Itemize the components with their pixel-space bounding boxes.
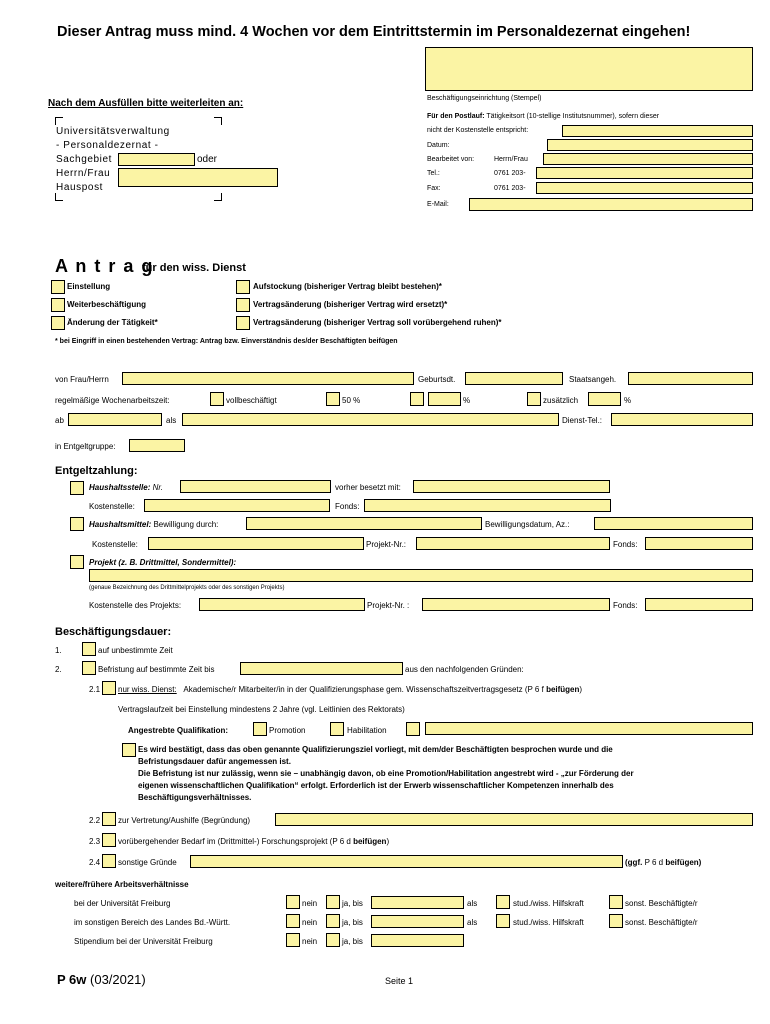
- zusaetzlich-prozent-label: %: [624, 396, 632, 405]
- unbestimmt-checkbox[interactable]: [82, 642, 96, 656]
- ggf-label: (ggf.: [625, 858, 643, 867]
- nein-checkbox[interactable]: [286, 933, 300, 947]
- sonst-beschaeftigte-label: sonst. Beschäftigte/r: [625, 899, 698, 908]
- stamp-field[interactable]: [425, 47, 753, 91]
- wiss-dienst-label: nur wiss. Dienst:: [118, 685, 177, 694]
- taetigkeitsort-field[interactable]: [562, 125, 753, 137]
- oder-label: oder: [197, 154, 218, 165]
- habilitation-label: Habilitation: [347, 726, 387, 735]
- entgeltgruppe-label: in Entgeltgruppe:: [55, 442, 116, 451]
- kostenstelle-projekt-field[interactable]: [199, 598, 365, 611]
- ggf-beifuegen: beifügen): [665, 858, 702, 867]
- bewilligungsdatum-label: Bewilligungsdatum, Az.:: [485, 520, 570, 529]
- datum-field[interactable]: [547, 139, 753, 151]
- zusaetzlich-checkbox[interactable]: [527, 392, 541, 406]
- bestaetigung-text: Es wird bestätigt, dass das oben genannte Qualifizierungsziel vorliegt, mit dem/der Beschäftigten besprochen wurde und die: [138, 745, 613, 754]
- address-line: Hauspost: [56, 182, 104, 193]
- haushaltsstelle-field[interactable]: [180, 480, 331, 493]
- sonst-beschaeftigte-label: sonst. Beschäftigte/r: [625, 918, 698, 927]
- bearbeitet-value: Herrn/Frau: [494, 156, 528, 163]
- form-id: P 6w: [57, 972, 87, 987]
- forward-heading: Nach dem Ausfüllen bitte weiterleiten an:: [48, 98, 244, 109]
- vertragsaenderung1-label: Vertragsänderung (bisheriger Vertrag wird ersetzt)*: [253, 300, 448, 309]
- item-number: 2.2: [89, 816, 101, 825]
- email-label: E-Mail:: [427, 201, 449, 208]
- projekt-nr-label: Projekt-Nr. :: [367, 601, 410, 610]
- forschungsprojekt-checkbox[interactable]: [102, 833, 116, 847]
- antrag-title: A n t r a g: [55, 256, 154, 276]
- dienst-tel-field[interactable]: [611, 413, 753, 426]
- close-paren: ): [579, 685, 583, 694]
- haushaltsstelle-label: Haushaltsstelle:: [89, 483, 151, 492]
- projekt-nr-label: Projekt-Nr.:: [366, 540, 407, 549]
- fuenfzig-prozent-checkbox[interactable]: [326, 392, 340, 406]
- weiterbeschaeftigung-label: Weiterbeschäftigung: [67, 300, 146, 309]
- geburtsdatum-label: Geburtsdt.: [418, 375, 456, 384]
- vertragsaenderung2-label: Vertragsänderung (bisheriger Vertrag soll vorübergehend ruhen)*: [253, 318, 502, 327]
- als-label: als: [467, 899, 478, 908]
- address-line: Sachgebiet: [56, 154, 113, 165]
- bewilligung-field[interactable]: [246, 517, 482, 530]
- sachgebiet-field[interactable]: [118, 153, 195, 166]
- stamp-caption: Beschäftigungseinrichtung (Stempel): [427, 95, 542, 102]
- tel-field[interactable]: [536, 167, 753, 179]
- projekt-checkbox[interactable]: [70, 555, 84, 569]
- antrag-subtitle: für den wiss. Dienst: [142, 262, 246, 274]
- sonstige-qualifikation-checkbox[interactable]: [406, 722, 420, 736]
- ja-bis-field[interactable]: [371, 896, 464, 909]
- angestrebt-label: Angestrebte Qualifikation:: [128, 726, 229, 735]
- kostenstelle-field[interactable]: [144, 499, 330, 512]
- weitere-row-label: im sonstigen Bereich des Landes Bd.-Württ.: [74, 918, 231, 927]
- prozent-field[interactable]: [428, 392, 461, 406]
- beifuegen-label: beifügen: [353, 837, 387, 846]
- kostenstelle-label: Kostenstelle:: [92, 540, 138, 549]
- aufstockung-checkbox[interactable]: [236, 280, 250, 294]
- vorher-besetzt-field[interactable]: [413, 480, 610, 493]
- einstellung-label: Einstellung: [67, 282, 111, 291]
- projekt-nr-field[interactable]: [416, 537, 610, 550]
- bestaetigung-text: Die Befristung ist nur zulässig, wenn sie – unabhängig davon, ob eine Promotion/Habilitation angestrebt wird - „zur Förderung der: [138, 769, 634, 778]
- item-number: 2.3: [89, 837, 101, 846]
- nein-label: nein: [302, 937, 318, 946]
- herrn-frau-field[interactable]: [118, 168, 278, 187]
- wiss-paragraph: P 6 f: [527, 685, 544, 694]
- fonds-field[interactable]: [645, 537, 753, 550]
- projekt-nr-field[interactable]: [422, 598, 610, 611]
- address-line: - Personaldezernat -: [56, 140, 159, 151]
- item-number: 2.1: [89, 685, 101, 694]
- item-number: 2.: [55, 665, 62, 674]
- entgeltgruppe-field[interactable]: [129, 439, 185, 452]
- hilfskraft-checkbox[interactable]: [496, 895, 510, 909]
- ja-checkbox[interactable]: [326, 914, 340, 928]
- fonds-field[interactable]: [645, 598, 753, 611]
- item-number: 1.: [55, 646, 62, 655]
- name-field[interactable]: [122, 372, 414, 385]
- befristung-checkbox[interactable]: [82, 661, 96, 675]
- bewilligung-label: Bewilligung durch:: [153, 520, 219, 529]
- ja-bis-field[interactable]: [371, 934, 464, 947]
- weitere-heading: weitere/frühere Arbeitsverhältnisse: [55, 880, 189, 889]
- vorher-besetzt-label: vorher besetzt mit:: [335, 483, 401, 492]
- sonstige-qualifikation-field[interactable]: [425, 722, 753, 735]
- vertragsaenderung2-checkbox[interactable]: [236, 316, 250, 330]
- postlauf-label: Für den Postlauf:: [427, 113, 485, 120]
- fonds-label: Fonds:: [335, 502, 360, 511]
- ja-bis-label: ja, bis: [342, 937, 363, 946]
- sonst-beschaeftigte-checkbox[interactable]: [609, 895, 623, 909]
- promotion-label: Promotion: [269, 726, 306, 735]
- sonstige-gruende-field[interactable]: [190, 855, 623, 868]
- fonds-field[interactable]: [364, 499, 611, 512]
- datum-label: Datum:: [427, 142, 450, 149]
- item-number: 2.4: [89, 858, 101, 867]
- bestaetigung-text: Befristungsdauer dafür angemessen ist.: [138, 757, 291, 766]
- staatsangehoerigkeit-label: Staatsangeh.: [569, 375, 617, 384]
- nein-checkbox[interactable]: [286, 895, 300, 909]
- prozent-checkbox[interactable]: [410, 392, 424, 406]
- antrag-footnote: * bei Eingriff in einen bestehenden Vertrag: Antrag bzw. Einverständnis des/der Beschäftigten beifügen: [55, 338, 398, 345]
- befristung-field[interactable]: [240, 662, 403, 675]
- als-field[interactable]: [182, 413, 559, 426]
- prozent-label: %: [463, 396, 471, 405]
- bearbeiter-field[interactable]: [543, 153, 753, 165]
- habilitation-checkbox[interactable]: [330, 722, 344, 736]
- wiss-dienst-checkbox[interactable]: [102, 681, 116, 695]
- ggf-paragraph: P 6 d: [644, 858, 664, 867]
- hilfskraft-label: stud./wiss. Hilfskraft: [513, 899, 584, 908]
- kostenstelle-projekt-label: Kostenstelle des Projekts:: [89, 601, 182, 610]
- corner-mark: [214, 117, 222, 125]
- corner-mark: [214, 193, 222, 201]
- ja-checkbox[interactable]: [326, 895, 340, 909]
- forschungsprojekt-paragraph: P 6 d: [332, 837, 351, 846]
- projekt-label: Projekt (z. B. Drittmittel, Sondermittel):: [89, 558, 237, 567]
- kostenstelle-label: Kostenstelle:: [89, 502, 135, 511]
- forschungsprojekt-label: vorübergehender Bedarf im (Drittmittel-) Forschungsprojekt (: [118, 837, 333, 846]
- ab-label: ab: [55, 416, 64, 425]
- hilfskraft-checkbox[interactable]: [496, 914, 510, 928]
- ab-field[interactable]: [68, 413, 162, 426]
- befristung-label: Befristung auf bestimmte Zeit bis: [98, 665, 215, 674]
- dienst-tel-label: Dienst-Tel.:: [562, 416, 603, 425]
- bearbeitet-label: Bearbeitet von:: [427, 156, 475, 163]
- sonst-beschaeftigte-checkbox[interactable]: [609, 914, 623, 928]
- ja-bis-field[interactable]: [371, 915, 464, 928]
- unbestimmt-label: auf unbestimmte Zeit: [98, 646, 173, 655]
- vertragsaenderung1-checkbox[interactable]: [236, 298, 250, 312]
- fonds-label: Fonds:: [613, 601, 638, 610]
- haushaltsstelle-checkbox[interactable]: [70, 481, 84, 495]
- fax-label: Fax:: [427, 185, 441, 192]
- fax-field[interactable]: [536, 182, 753, 194]
- beschaeftigungsdauer-heading: Beschäftigungsdauer:: [55, 626, 172, 638]
- entgeltzahlung-heading: Entgeltzahlung:: [55, 465, 138, 477]
- corner-mark: [55, 193, 63, 201]
- staatsangehoerigkeit-field[interactable]: [628, 372, 753, 385]
- projekt-field[interactable]: [89, 569, 753, 582]
- ja-bis-label: ja, bis: [342, 918, 363, 927]
- gruende-label: aus den nachfolgenden Gründen:: [405, 665, 524, 674]
- form-version: (03/2021): [90, 972, 146, 987]
- projekt-hint: (genaue Bezeichnung des Drittmittelprojekts oder des sonstigen Projekts): [89, 585, 285, 591]
- wiss-text: Akademische/r Mitarbeiter/in in der Qualifizierungsphase gem. Wissenschaftszeitvertragsgesetz (: [183, 685, 528, 694]
- sonstige-gruende-label: sonstige Gründe: [118, 858, 177, 867]
- vollbeschaeftigt-label: vollbeschäftigt: [226, 396, 277, 405]
- aufstockung-label: Aufstockung (bisheriger Vertrag bleibt bestehen)*: [253, 282, 442, 291]
- tel-prefix: 0761 203-: [494, 170, 526, 177]
- geburtsdatum-field[interactable]: [465, 372, 563, 385]
- zusaetzlich-label: zusätzlich: [543, 396, 579, 405]
- einstellung-checkbox[interactable]: [51, 280, 65, 294]
- fuenfzig-prozent-label: 50 %: [342, 396, 361, 405]
- weiterbeschaeftigung-checkbox[interactable]: [51, 298, 65, 312]
- fonds-label: Fonds:: [613, 540, 638, 549]
- nein-label: nein: [302, 899, 318, 908]
- aenderung-checkbox[interactable]: [51, 316, 65, 330]
- vertretung-checkbox[interactable]: [102, 812, 116, 826]
- von-label: von Frau/Herrn: [55, 375, 109, 384]
- als-label: als: [467, 918, 478, 927]
- vertretung-label: zur Vertretung/Aushilfe (Begründung): [118, 816, 251, 825]
- page-number: Seite 1: [385, 976, 414, 986]
- bestaetigung-checkbox[interactable]: [122, 743, 136, 757]
- promotion-checkbox[interactable]: [253, 722, 267, 736]
- vollbeschaeftigt-checkbox[interactable]: [210, 392, 224, 406]
- sonstige-gruende-checkbox[interactable]: [102, 854, 116, 868]
- fax-prefix: 0761 203-: [494, 185, 526, 192]
- nein-checkbox[interactable]: [286, 914, 300, 928]
- close-paren: ): [386, 837, 390, 846]
- laufzeit-text: Vertragslaufzeit bei Einstellung mindestens 2 Jahre (vgl. Leitlinien des Rektorats): [118, 705, 405, 714]
- als-label: als: [166, 416, 177, 425]
- page-title: Dieser Antrag muss mind. 4 Wochen vor dem Eintrittstermin im Personaldezernat eingehen!: [57, 24, 691, 40]
- nr-label: Nr.: [152, 483, 163, 492]
- address-line: Herrn/Frau: [56, 168, 111, 179]
- zusaetzlich-field[interactable]: [588, 392, 621, 406]
- address-line: Universitätsverwaltung: [56, 126, 170, 137]
- wochenarbeitszeit-label: regelmäßige Wochenarbeitszeit:: [55, 396, 170, 405]
- vertretung-field[interactable]: [275, 813, 753, 826]
- weitere-row-label: bei der Universität Freiburg: [74, 899, 171, 908]
- corner-mark: [55, 117, 63, 125]
- hilfskraft-label: stud./wiss. Hilfskraft: [513, 918, 584, 927]
- bestaetigung-text: eigenen wissenschaftlichen Qualifikation“ erfolgt. Erforderlich ist der Erwerb wissenschaftlicher Kompetenzen innerhalb des: [138, 781, 614, 790]
- bewilligungsdatum-field[interactable]: [594, 517, 753, 530]
- aenderung-label: Änderung der Tätigkeit*: [67, 318, 158, 327]
- postlauf-line2: nicht der Kostenstelle entspricht:: [427, 127, 529, 134]
- tel-label: Tel.:: [427, 170, 440, 177]
- weitere-row-label: Stipendium bei der Universität Freiburg: [74, 937, 213, 946]
- haushaltsmittel-label: Haushaltsmittel:: [89, 520, 152, 529]
- ja-checkbox[interactable]: [326, 933, 340, 947]
- bestaetigung-text: Beschäftigungsverhältnisses.: [138, 793, 252, 802]
- nein-label: nein: [302, 918, 318, 927]
- beifuegen-label: beifügen: [546, 685, 580, 694]
- haushaltsmittel-checkbox[interactable]: [70, 517, 84, 531]
- ja-bis-label: ja, bis: [342, 899, 363, 908]
- postlauf-text: Tätigkeitsort (10-stellige Institutsnummer), sofern dieser: [486, 113, 660, 120]
- email-field[interactable]: [469, 198, 753, 211]
- kostenstelle-field[interactable]: [148, 537, 364, 550]
